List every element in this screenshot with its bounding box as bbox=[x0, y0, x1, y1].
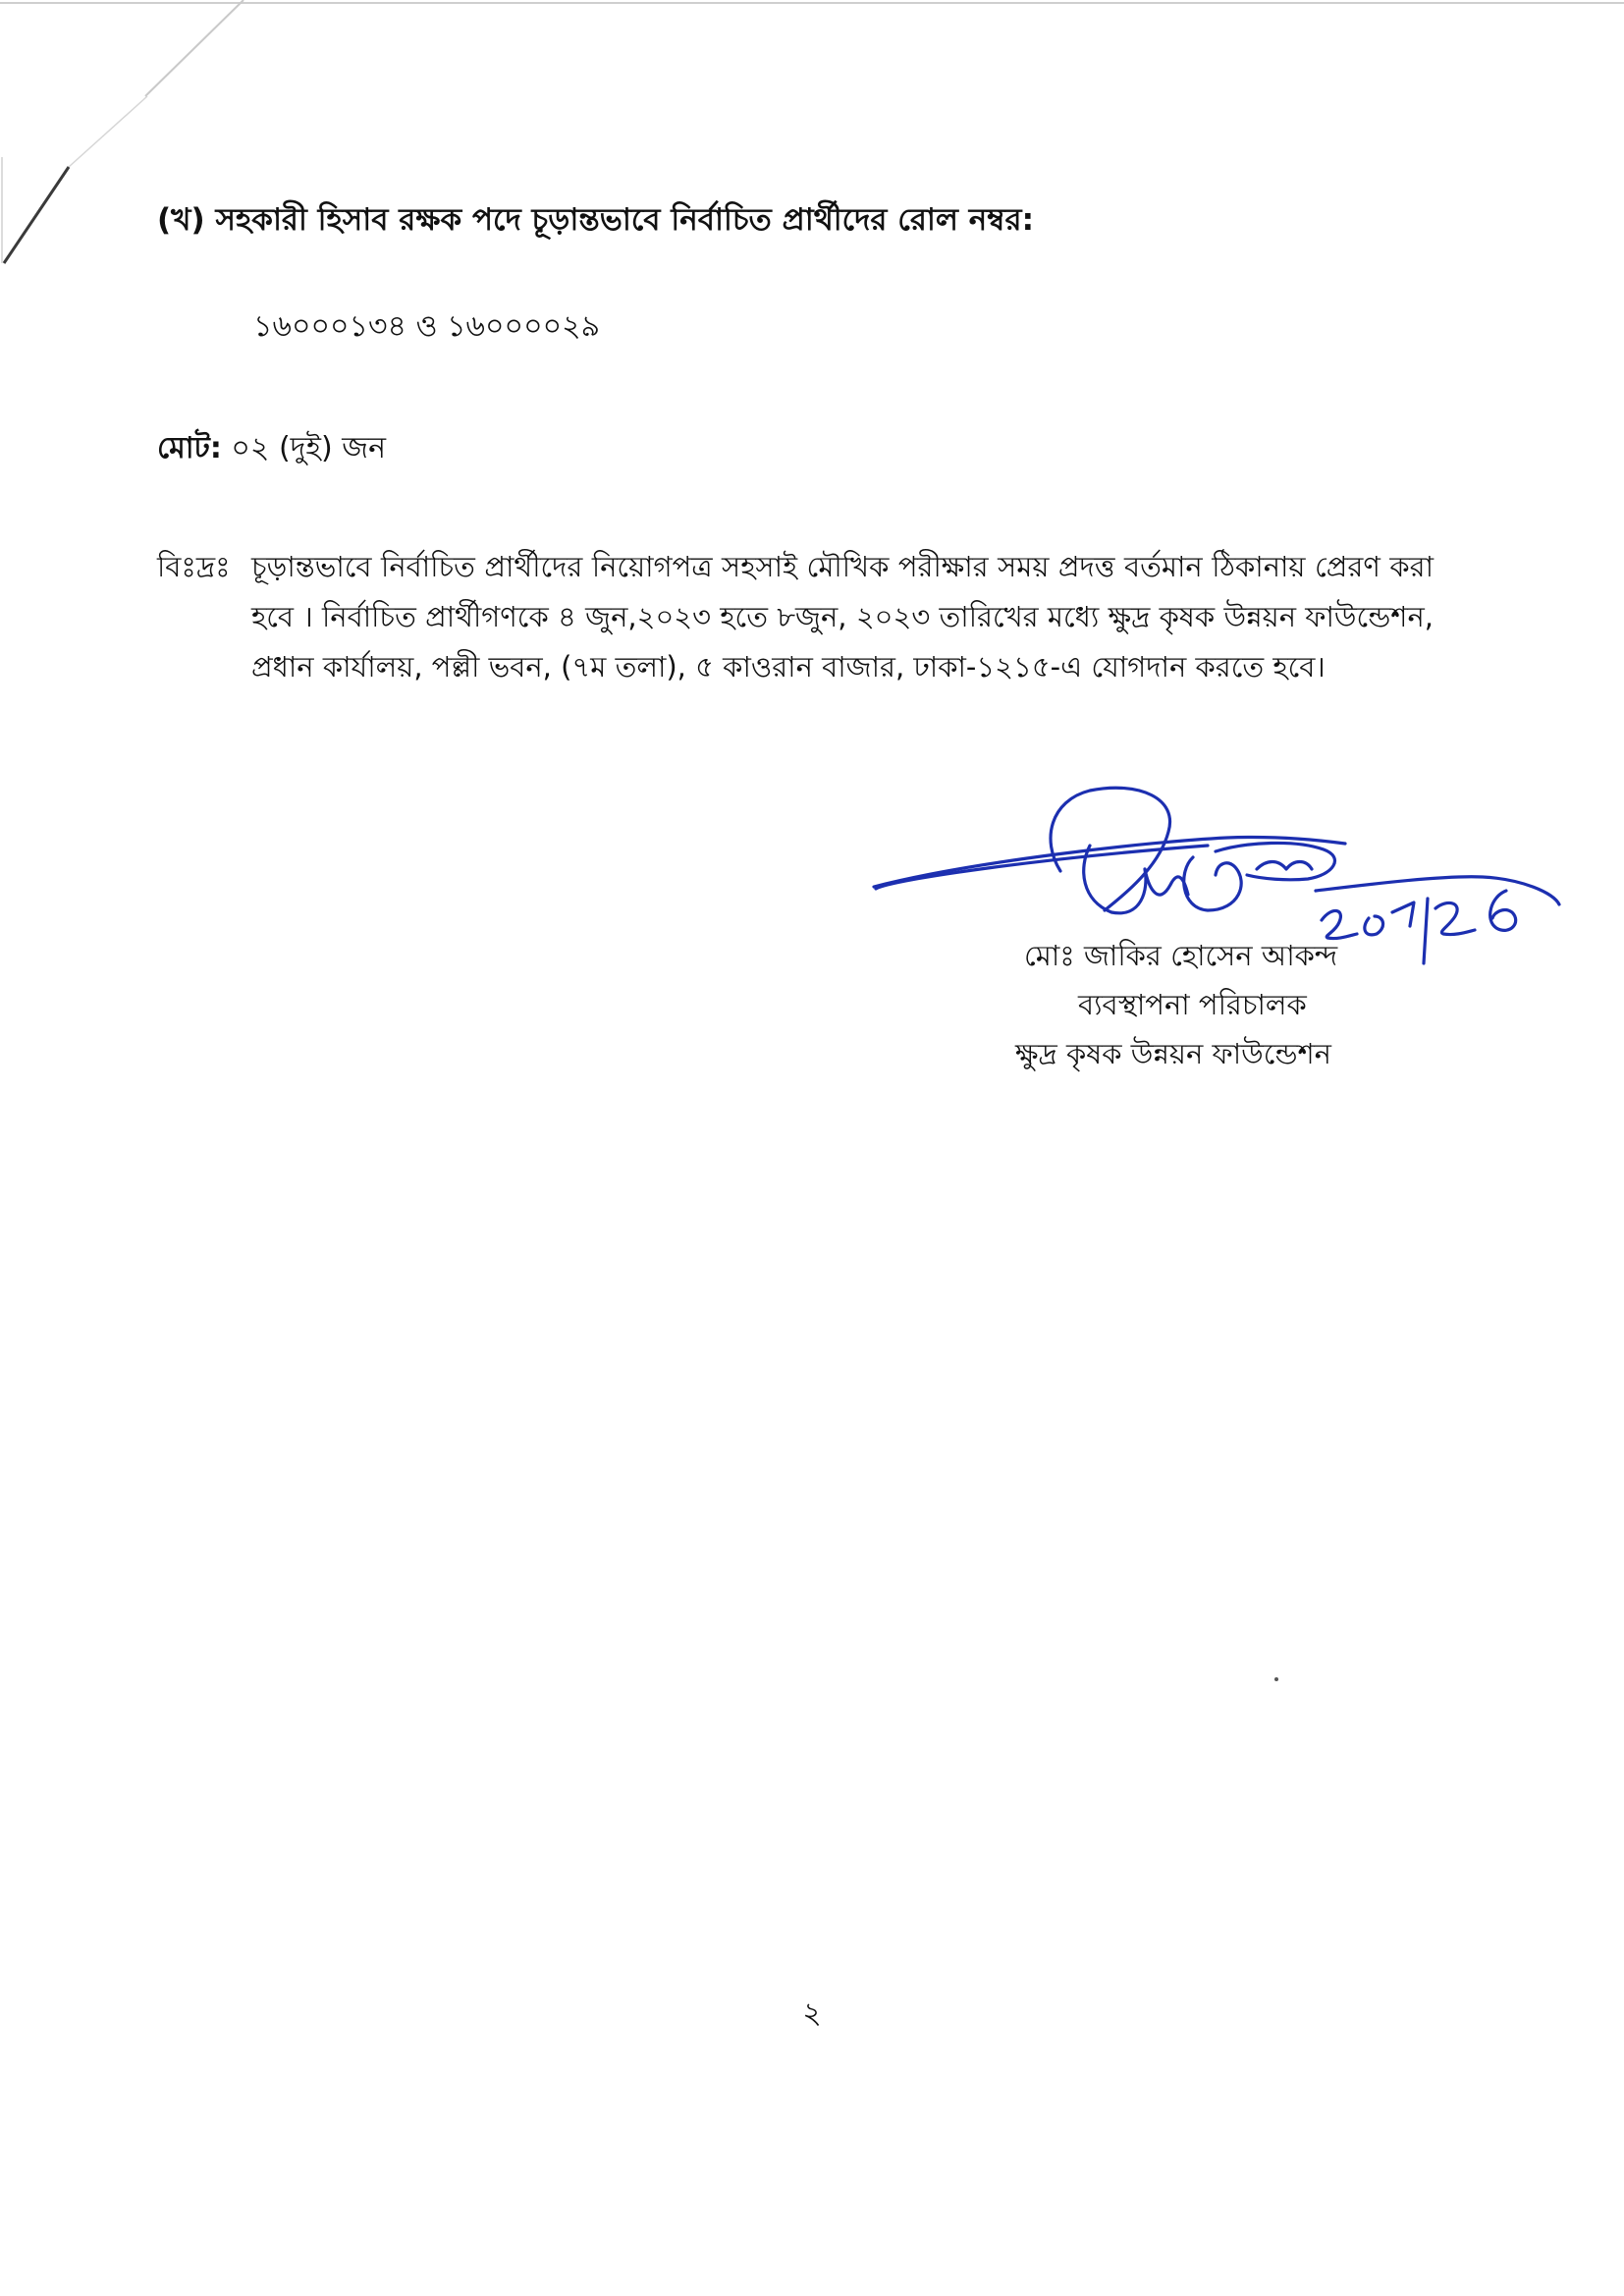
note-prefix: বিঃদ্রঃ bbox=[157, 550, 231, 583]
signatory-designation: ব্যবস্থাপনা পরিচালক bbox=[1078, 988, 1307, 1021]
total-line bbox=[157, 424, 386, 474]
note-text: চূড়ান্তভাবে নির্বাচিত প্রার্থীদের নিয়োগপত্র সহসাই মৌখিক পরীক্ষার সময় প্রদত্ত বর্তমান ঠিকানায় প্রেরণ করা হবে । নির্বাচিত প্রার্থীগণকে ৪ জুন,২০২৩ হতে ৮জুন, ২০২৩ তারিখের মধ্যে ক্ষুদ্র কৃষক উন্নয়ন ফাউন্ডেশন, প্রধান কার্যালয়, পল্লী ভবন, (৭ম তলা), ৫ কাওরান বাজার, ঢাকা-১২১৫-এ যোগদান করতে হবে। bbox=[251, 550, 1434, 683]
page-number: ২ bbox=[802, 1996, 822, 2031]
roll-numbers: ১৬০০০১৩৪ ও ১৬০০০০২৯ bbox=[253, 309, 601, 344]
total-label: মোট: bbox=[157, 431, 222, 465]
note-paragraph bbox=[157, 542, 1434, 692]
total-value: ০২ (দুই) জন bbox=[231, 431, 387, 465]
section-heading: (খ) সহকারী হিসাব রক্ষক পদে চূড়ান্তভাবে নির্বাচিত প্রার্থীদের রোল নম্বর: bbox=[157, 202, 1034, 238]
signatory-organization: ক্ষুদ্র কৃষক উন্নয়ন ফাউন্ডেশন bbox=[1015, 1037, 1331, 1070]
signatory-name: মোঃ জাকির হোসেন আকন্দ bbox=[1024, 939, 1338, 972]
